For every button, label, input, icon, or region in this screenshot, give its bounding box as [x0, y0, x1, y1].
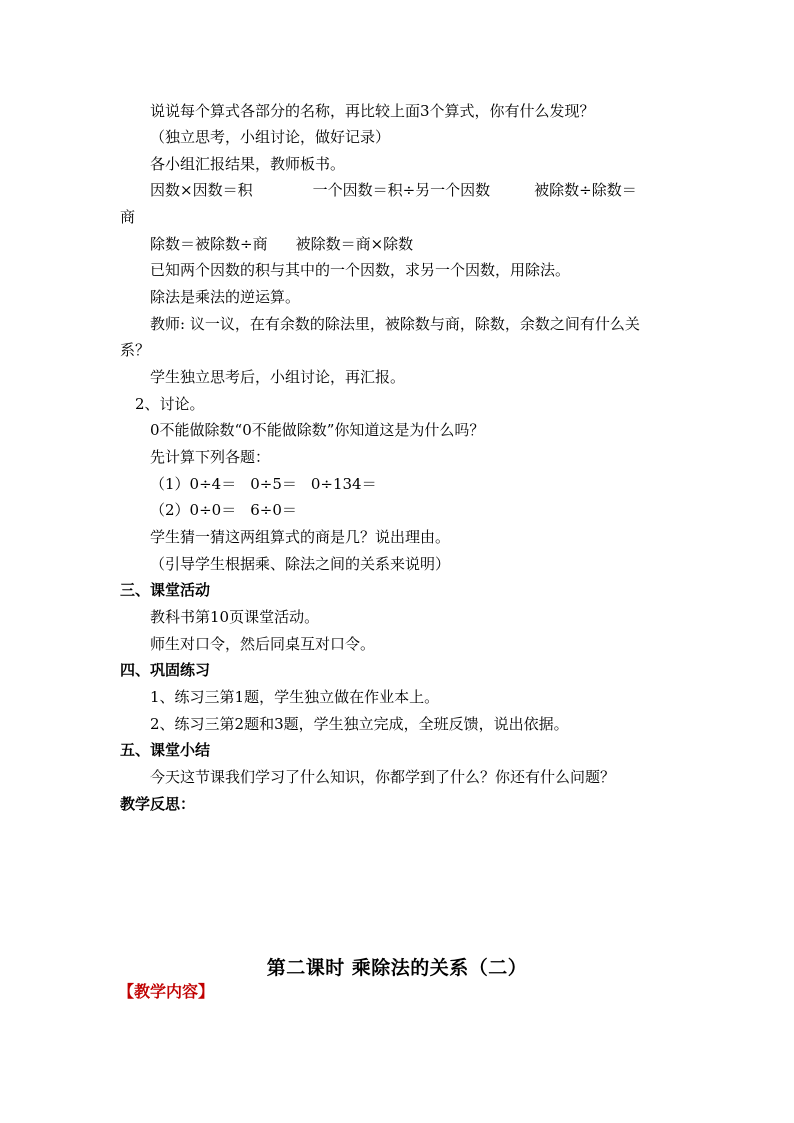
exercise-2a: （2）0÷0＝	[150, 501, 237, 519]
heading-consolidation: 四、巩固练习	[120, 661, 211, 679]
paragraph-guess-quotient: 学生猜一猜这两组算式的商是几？说出理由。	[150, 528, 451, 546]
exercise-row-1	[150, 474, 377, 494]
paragraph-summary-questions: 今天这节课我们学习了什么知识，你都学到了什么？你还有什么问题？	[150, 768, 616, 786]
exercise-2b: 6÷0＝	[250, 501, 297, 519]
paragraph-group-discussion: （独立思考，小组讨论，做好记录）	[150, 128, 391, 146]
formula-divisor: 除数＝被除数÷商	[150, 235, 268, 253]
paragraph-compare-formulas: 说说每个算式各部分的名称，再比较上面3个算式，你有什么发现？	[150, 102, 595, 120]
formula-row-2	[150, 234, 413, 254]
paragraph-exercise-2: 2、练习三第2题和3题，学生独立完成，全班反馈，说出依据。	[150, 715, 569, 733]
paragraph-teacher-discuss-wrap: 系？	[120, 341, 151, 359]
subheading-discussion: 2、讨论。	[135, 395, 205, 413]
paragraph-inverse-operation: 除法是乘法的逆运算。	[150, 288, 301, 306]
formula-factor: 一个因数＝积÷另一个因数	[312, 181, 491, 199]
paragraph-oral-drill: 师生对口令，然后同桌互对口令。	[150, 635, 376, 653]
formula-quotient: 被除数÷除数＝	[534, 181, 637, 199]
paragraph-teacher-discuss: 教师: 议一议，在有余数的除法里，被除数与商，除数，余数之间有什么关	[150, 315, 640, 333]
formula-product: 因数×因数＝积	[150, 181, 253, 199]
heading-summary: 五、课堂小结	[120, 741, 211, 759]
exercise-1c: 0÷134＝	[310, 475, 377, 493]
section-title: 第二课时 乘除法的关系（二）	[266, 957, 528, 979]
exercise-1a: （1）0÷4＝	[150, 475, 237, 493]
section-label-teaching-content: 【教学内容】	[118, 982, 215, 1001]
heading-class-activity: 三、课堂活动	[120, 581, 211, 599]
paragraph-use-division: 已知两个因数的积与其中的一个因数，求另一个因数，用除法。	[150, 261, 571, 279]
paragraph-teacher-board: 各小组汇报结果，教师板书。	[150, 155, 346, 173]
paragraph-textbook-activity: 教科书第10页课堂活动。	[150, 608, 320, 626]
paragraph-zero-divisor: 0不能做除数“0不能做除数”你知道这是为什么吗？	[150, 421, 485, 439]
formula-quotient-wrap: 商	[120, 208, 136, 226]
formula-dividend: 被除数＝商×除数	[295, 235, 414, 253]
paragraph-calculate: 先计算下列各题：	[150, 448, 271, 466]
paragraph-guide-students: （引导学生根据乘、除法之间的关系来说明）	[150, 555, 451, 573]
paragraph-exercise-1: 1、练习三第1题，学生独立做在作业本上。	[150, 688, 440, 706]
exercise-row-2	[150, 500, 297, 520]
heading-reflection: 教学反思：	[120, 795, 196, 813]
paragraph-student-report: 学生独立思考后，小组讨论，再汇报。	[150, 368, 406, 386]
exercise-1b: 0÷5＝	[250, 475, 297, 493]
formula-row-1	[150, 180, 637, 200]
